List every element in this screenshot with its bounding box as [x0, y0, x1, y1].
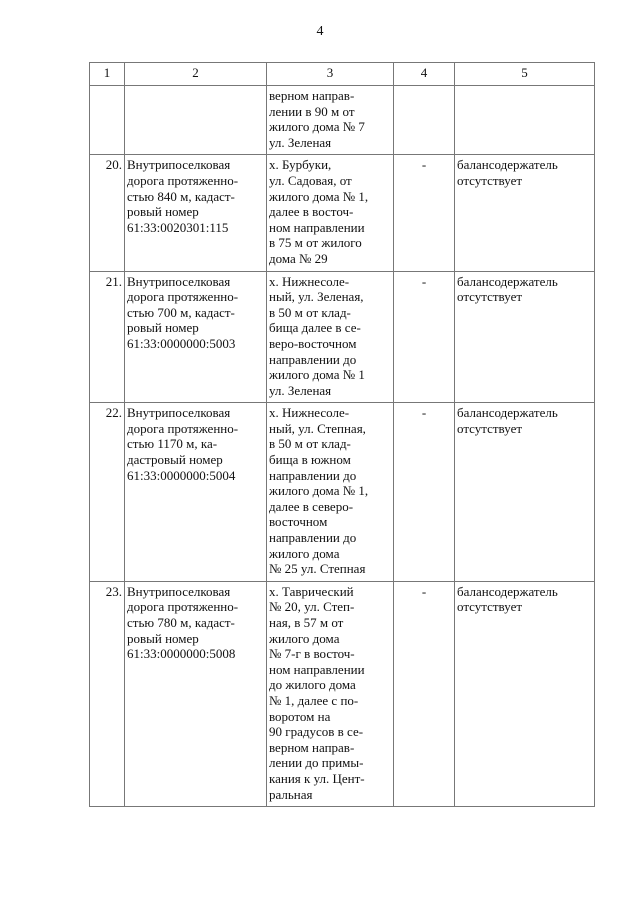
object-name-cell — [125, 86, 267, 155]
holder-line: балансодержатель — [457, 583, 558, 599]
location-line: бища в южном — [269, 452, 351, 468]
location-line: № 20, ул. Степ- — [269, 599, 355, 615]
location-line: верном направ- — [269, 88, 355, 103]
location-line: в 50 м от клад- — [269, 436, 351, 452]
column-4-cell — [394, 86, 455, 155]
location-line: далее в северо- — [269, 498, 354, 514]
object-name-line: дорога протяженно- — [127, 420, 239, 436]
location-cell — [267, 86, 394, 155]
location-cell — [267, 271, 394, 403]
location-line: направлении до — [269, 351, 357, 367]
location-cell — [267, 155, 394, 271]
location-line: бища далее в се- — [269, 320, 361, 336]
object-name-line: 61:33:0000000:5004 — [127, 467, 236, 483]
column-4-cell: - — [394, 271, 455, 403]
location-line: ул. Зеленая — [269, 382, 332, 398]
location-line: № 7-г в восточ- — [269, 646, 355, 662]
location-line: ном направлении — [269, 219, 365, 235]
location-line: х. Бурбуки, — [269, 157, 332, 173]
location-line: далее в восточ- — [269, 204, 354, 220]
holder-line: балансодержатель — [457, 273, 558, 289]
location-line: ный, ул. Степная, — [269, 420, 366, 436]
location-line: до жилого дома — [269, 677, 356, 693]
header-col-5: 5 — [455, 63, 595, 86]
holder-cell — [455, 271, 595, 403]
location-line: х. Нижнесоле- — [269, 405, 350, 421]
location-line: ном направлении — [269, 661, 365, 677]
object-name-line: Внутрипоселковая — [127, 583, 231, 599]
table-row — [90, 155, 595, 271]
location-line: верном направ- — [269, 739, 355, 755]
header-col-1: 1 — [90, 63, 125, 86]
holder-cell — [455, 155, 595, 271]
object-name-cell — [125, 155, 267, 271]
location-line: ный, ул. Зеленая, — [269, 289, 364, 305]
row-number: 23. — [90, 581, 125, 806]
holder-cell — [455, 86, 595, 155]
table-header-row — [90, 63, 595, 86]
object-name-line: 61:33:0000000:5008 — [127, 646, 236, 662]
location-line: х. Нижнесоле- — [269, 273, 350, 289]
object-name-line: 61:33:0020301:115 — [127, 219, 229, 235]
holder-line: отсутствует — [457, 289, 523, 305]
location-line: веро-восточном — [269, 335, 357, 351]
table-row — [90, 86, 595, 155]
object-name-line: стью 780 м, кадаст- — [127, 615, 235, 630]
location-line: ул. Зеленая — [269, 134, 332, 150]
row-number: 21. — [90, 271, 125, 403]
location-line: жилого дома — [269, 630, 340, 646]
location-cell — [267, 403, 394, 582]
location-line: ул. Садовая, от — [269, 172, 352, 188]
object-name-cell — [125, 271, 267, 403]
location-line: жилого дома № 1, — [269, 188, 369, 204]
holder-line: отсутствует — [457, 172, 523, 188]
column-4-cell: - — [394, 581, 455, 806]
location-line: направлении до — [269, 467, 357, 483]
location-line: в 75 м от жилого — [269, 235, 362, 251]
holder-cell — [455, 581, 595, 806]
location-line: кания к ул. Цент- — [269, 770, 365, 786]
table-row — [90, 271, 595, 403]
page-number: 4 — [316, 24, 324, 39]
object-name-line: 61:33:0000000:5003 — [127, 335, 236, 351]
object-name-line: стью 840 м, кадаст- — [127, 188, 235, 204]
location-line: лении до примы- — [269, 755, 364, 771]
table-row — [90, 581, 595, 806]
object-name-line: Внутрипоселковая — [127, 273, 231, 289]
row-number: 22. — [90, 403, 125, 582]
row-number — [90, 86, 125, 155]
location-line: направлении до — [269, 530, 357, 546]
object-name-line: Внутрипоселковая — [127, 405, 231, 421]
object-name-cell — [125, 403, 267, 582]
object-name-line: ровый номер — [127, 320, 199, 336]
location-line: жилого дома № 7 — [269, 119, 365, 135]
object-name-line: дорога протяженно- — [127, 599, 239, 615]
location-line: лении в 90 м от — [269, 103, 355, 119]
holder-line: балансодержатель — [457, 405, 558, 421]
location-line: ральная — [269, 786, 313, 802]
location-line: № 25 ул. Степная — [269, 561, 366, 577]
holder-cell — [455, 403, 595, 582]
location-line: ная, в 57 м от — [269, 615, 344, 630]
location-line: жилого дома — [269, 545, 340, 561]
header-col-4: 4 — [394, 63, 455, 86]
location-line: восточном — [269, 514, 328, 530]
location-line: в 50 м от клад- — [269, 304, 351, 320]
header-col-3: 3 — [267, 63, 394, 86]
object-name-line: дорога протяженно- — [127, 172, 239, 188]
location-line: жилого дома № 1 — [269, 367, 365, 383]
holder-line: балансодержатель — [457, 157, 558, 173]
location-line: воротом на — [269, 708, 331, 724]
column-4-cell: - — [394, 155, 455, 271]
header-col-2: 2 — [125, 63, 267, 86]
location-line: жилого дома № 1, — [269, 483, 369, 499]
object-name-line: Внутрипоселковая — [127, 157, 231, 173]
objects-table — [89, 62, 595, 807]
object-name-line: стью 1170 м, ка- — [127, 436, 218, 452]
column-4-cell: - — [394, 403, 455, 582]
location-line: 90 градусов в се- — [269, 724, 364, 740]
object-name-line: стью 700 м, кадаст- — [127, 304, 235, 320]
object-name-line: дорога протяженно- — [127, 289, 239, 305]
location-line: х. Таврический — [269, 583, 354, 599]
object-name-cell — [125, 581, 267, 806]
holder-line: отсутствует — [457, 599, 523, 615]
object-name-line: ровый номер — [127, 204, 199, 220]
holder-line: отсутствует — [457, 420, 523, 436]
row-number: 20. — [90, 155, 125, 271]
location-cell — [267, 581, 394, 806]
object-name-line: дастровый номер — [127, 452, 223, 468]
location-line: № 1, далее с по- — [269, 692, 359, 708]
object-name-line: ровый номер — [127, 630, 199, 646]
table-row — [90, 403, 595, 582]
location-line: дома № 29 — [269, 250, 328, 266]
